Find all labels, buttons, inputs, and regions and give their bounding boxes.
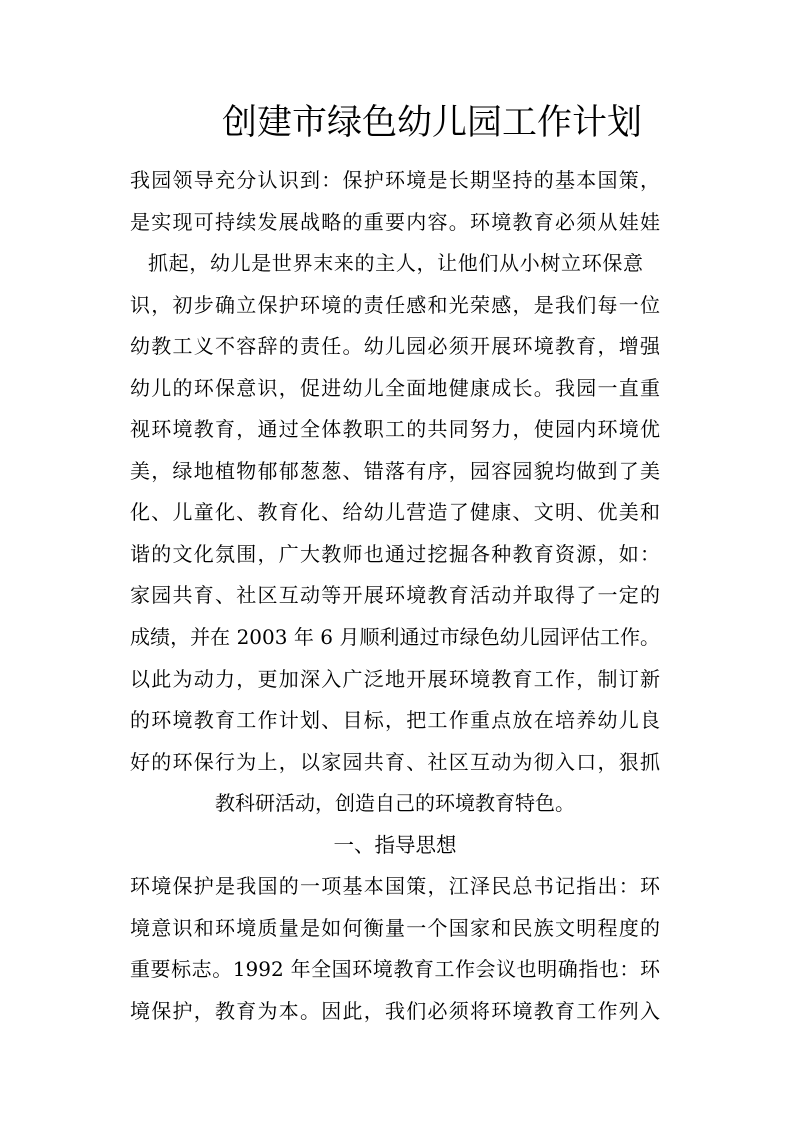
paragraph-line: 好的环保行为上，以家园共育、社区互动为彻入口，狠抓 bbox=[130, 749, 660, 774]
document-body bbox=[130, 160, 660, 1032]
paragraph-line: 环境保护是我国的一项基本国策，江泽民总书记指出：环 bbox=[130, 874, 660, 899]
paragraph-line: 是实现可持续发展战略的重要内容。环境教育必须从娃娃 bbox=[130, 209, 660, 234]
paragraph-line: 家园共育、社区互动等开展环境教育活动并取得了一定的 bbox=[130, 583, 660, 608]
document-title: 创建市绿色幼儿园工作计划 bbox=[222, 103, 643, 143]
paragraph-line: 以此为动力，更加深入广泛地开展环境教育工作，制订新 bbox=[130, 666, 660, 691]
paragraph-line: 的环境教育工作计划、目标，把工作重点放在培养幼儿良 bbox=[130, 708, 660, 733]
paragraph-line: 抓起，幼儿是世界末来的主人，让他们从小树立环保意 bbox=[148, 251, 643, 276]
paragraph-line: 重要标志。1992 年全国环境教育工作会议也明确指也：环 bbox=[130, 957, 660, 982]
paragraph-line: 化、儿童化、教育化、给幼儿营造了健康、文明、优美和 bbox=[130, 500, 660, 525]
paragraph-line: 视环境教育，通过全体教职工的共同努力，使园内环境优 bbox=[130, 417, 660, 442]
paragraph-line: 幼教工义不容辞的责任。幼儿园必须开展环境教育，增强 bbox=[130, 334, 660, 359]
paragraph-line: 幼儿的环保意识，促进幼儿全面地健康成长。我园一直重 bbox=[130, 375, 660, 400]
paragraph-line: 境意识和环境质量是如何衡量一个国家和民族文明程度的 bbox=[130, 915, 660, 940]
paragraph-line: 境保护，教育为本。因此，我们必须将环境教育工作列入 bbox=[130, 998, 660, 1023]
paragraph-line: 成绩，并在 2003 年 6 月顺利通过市绿色幼儿园评估工作。 bbox=[130, 625, 660, 650]
paragraph-line: 美，绿地植物郁郁葱葱、错落有序，园容园貌均做到了美 bbox=[130, 458, 660, 483]
paragraph-line: 教科研活动，创造自己的环境教育特色。 bbox=[215, 791, 575, 816]
paragraph-line: 我园领导充分认识到：保护环境是长期坚持的基本国策， bbox=[130, 168, 660, 192]
paragraph-line: 谐的文化氛围，广大教师也通过挖掘各种教育资源，如： bbox=[130, 541, 660, 566]
section-heading: 一、指导思想 bbox=[333, 832, 457, 857]
paragraph-line: 识，初步确立保护环境的责任感和光荣感，是我们每一位 bbox=[130, 292, 660, 317]
